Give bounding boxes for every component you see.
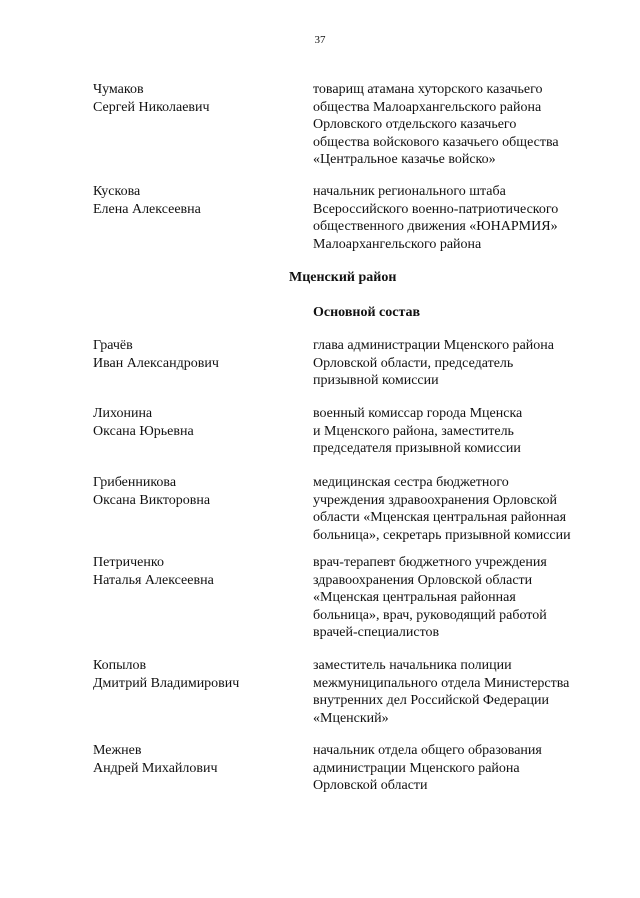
name-line: Грибенникова (93, 475, 177, 490)
role-line: врач-терапевт бюджетного учреждения (313, 555, 547, 570)
person-name (93, 183, 293, 218)
role-line: призывной комиссии (313, 373, 439, 388)
role-line: начальник регионального штаба (313, 184, 506, 199)
role-line: больница», врач, руководящий работой (313, 607, 547, 623)
subsection-title: Основной состав (313, 305, 421, 320)
role-line: Всероссийского военно-патриотического (313, 201, 559, 217)
name-line: Чумаков (93, 82, 144, 97)
name-line: Оксана Викторовна (93, 492, 211, 508)
name-line: Петриченко (93, 555, 164, 570)
role-line: заместитель начальника полиции (313, 658, 512, 673)
person-name (93, 657, 293, 692)
name-line: Межнев (93, 743, 142, 758)
person-name (93, 405, 293, 440)
role-line: администрации Мценского района (313, 760, 520, 776)
role-line: общества войскового казачьего общества (313, 134, 559, 150)
person-role (313, 183, 613, 253)
role-line: товарищ атамана хуторского казачьего (313, 82, 543, 97)
name-line: Наталья Алексеевна (93, 572, 214, 588)
person-name (93, 474, 293, 509)
role-line: и Мценского района, заместитель (313, 423, 514, 439)
role-line: медицинская сестра бюджетного (313, 475, 509, 490)
name-line: Грачёв (93, 338, 133, 353)
role-line: глава администрации Мценского района (313, 338, 554, 353)
role-line: «Центральное казачье войско» (313, 152, 496, 167)
role-line: «Мценский» (313, 710, 389, 726)
role-line: Орловской области, председатель (313, 355, 514, 371)
person-role (313, 474, 613, 544)
person-name (93, 742, 293, 777)
role-line: общества Малоархангельского района (313, 99, 542, 115)
role-line: председателя призывной комиссии (313, 441, 521, 456)
name-line: Лихонина (93, 406, 153, 421)
role-line: больница», секретарь призывной комиссии (313, 527, 571, 543)
section-title: Мценский район (289, 270, 397, 285)
page-number: 37 (314, 34, 326, 46)
role-line: здравоохранения Орловской области (313, 572, 533, 588)
name-line: Андрей Михайлович (93, 760, 218, 776)
person-name (93, 81, 293, 116)
person-role (313, 337, 613, 390)
role-line: Малоархангельского района (313, 236, 482, 252)
role-line: межмуниципального отдела Министерства (313, 675, 570, 691)
person-name (93, 554, 293, 589)
name-line: Иван Александрович (93, 355, 219, 371)
name-line: Кускова (93, 184, 141, 199)
role-line: Орловского отдельского казачьего (313, 117, 517, 132)
role-line: Орловской области (313, 778, 428, 793)
name-line: Оксана Юрьевна (93, 423, 194, 439)
person-role (313, 554, 613, 642)
role-line: начальник отдела общего образования (313, 743, 542, 758)
person-role (313, 657, 613, 727)
name-line: Копылов (93, 658, 147, 673)
role-line: общественного движения «ЮНАРМИЯ» (313, 219, 558, 234)
name-line: Елена Алексеевна (93, 201, 201, 217)
name-line: Дмитрий Владимирович (93, 675, 240, 691)
role-line: области «Мценская центральная районная (313, 510, 567, 525)
role-line: военный комиссар города Мценска (313, 406, 523, 421)
role-line: врачей-специалистов (313, 625, 440, 640)
role-line: внутренних дел Российской Федерации (313, 693, 550, 708)
role-line: учреждения здравоохранения Орловской (313, 492, 558, 508)
person-role (313, 742, 613, 795)
person-name (93, 337, 293, 372)
role-line: «Мценская центральная районная (313, 590, 516, 605)
person-role (313, 405, 613, 458)
name-line: Сергей Николаевич (93, 99, 210, 115)
person-role (313, 81, 613, 169)
